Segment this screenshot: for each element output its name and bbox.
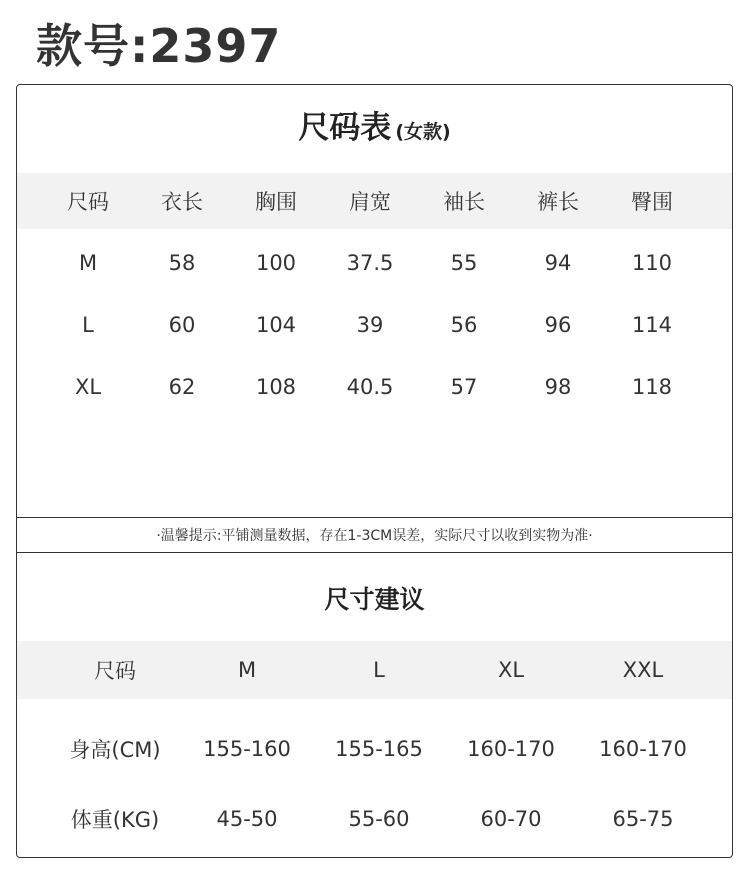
size-chart-cell: 55 (450, 251, 478, 275)
size-chart-cell: 40.5 (346, 375, 394, 399)
size-advice-cell: 55-60 (348, 807, 410, 831)
size-chart-cell: M (78, 251, 98, 275)
size-chart-header-cell: 肩宽 (349, 190, 391, 214)
size-chart-cell: 56 (450, 313, 478, 337)
size-chart-row-m (17, 235, 732, 291)
size-advice-header-cell: L (373, 658, 385, 682)
size-chart-cell: 104 (255, 313, 297, 337)
size-chart-header-cell: 尺码 (67, 190, 109, 214)
size-chart-header-row (17, 173, 732, 229)
size-chart-cell: L (82, 313, 94, 337)
size-chart-cell: 98 (544, 375, 572, 399)
size-advice-cell: 160-170 (599, 737, 687, 761)
size-chart-cell: 94 (544, 251, 572, 275)
size-chart-title (17, 105, 732, 155)
size-chart-header-cell: 裤长 (537, 190, 579, 214)
size-chart-row-l (17, 297, 732, 353)
size-chart-cell: 100 (255, 251, 297, 275)
size-chart-cell: 108 (255, 375, 297, 399)
size-advice-cell: 160-170 (467, 737, 555, 761)
size-advice-header-cell: XL (497, 658, 525, 682)
size-chart-header-cell: 衣长 (161, 190, 203, 214)
size-chart-cell: 57 (450, 375, 478, 399)
size-advice-cell: 65-75 (612, 807, 674, 831)
size-chart-header-cell: 胸围 (255, 190, 297, 214)
size-advice-cell: 155-160 (203, 737, 291, 761)
size-chart-header-cell: 袖长 (443, 190, 485, 214)
size-chart-cell: 60 (168, 313, 196, 337)
size-card (16, 84, 733, 858)
size-advice-cell: 45-50 (216, 807, 278, 831)
size-chart-cell: 110 (631, 251, 673, 275)
size-chart-cell: 37.5 (346, 251, 394, 275)
size-chart-header-cell: 臀围 (631, 190, 673, 214)
size-advice-header-cell: 尺码 (94, 659, 136, 683)
size-advice-row-weight (17, 789, 732, 849)
size-advice-cell: 体重(KG) (70, 808, 160, 832)
size-advice-row-height (17, 719, 732, 779)
size-advice-header-row (17, 641, 732, 699)
size-chart-cell: XL (74, 375, 102, 399)
size-advice-title: 尺寸建议 (324, 585, 425, 614)
size-advice-header-cell: XXL (622, 658, 664, 682)
size-advice-cell: 60-70 (480, 807, 542, 831)
size-chart-cell: 96 (544, 313, 572, 337)
size-chart-cell: 58 (168, 251, 196, 275)
size-chart-subtitle: (女款) (395, 121, 451, 143)
size-chart-cell: 39 (356, 313, 384, 337)
style-number: 款号:2397 (36, 19, 282, 73)
size-advice-cell: 155-165 (335, 737, 423, 761)
measurement-note: ·温馨提示:平铺测量数据，存在1-3CM误差，实际尺寸以收到实物为准· (17, 517, 732, 553)
size-advice-header-cell: M (237, 658, 257, 682)
size-chart-cell: 62 (168, 375, 196, 399)
size-chart-row-xl (17, 359, 732, 415)
size-advice-cell: 身高(CM) (69, 738, 161, 762)
size-chart-cell: 118 (631, 375, 673, 399)
size-chart-cell: 114 (631, 313, 673, 337)
size-chart-title-text: 尺码表 (298, 110, 392, 146)
